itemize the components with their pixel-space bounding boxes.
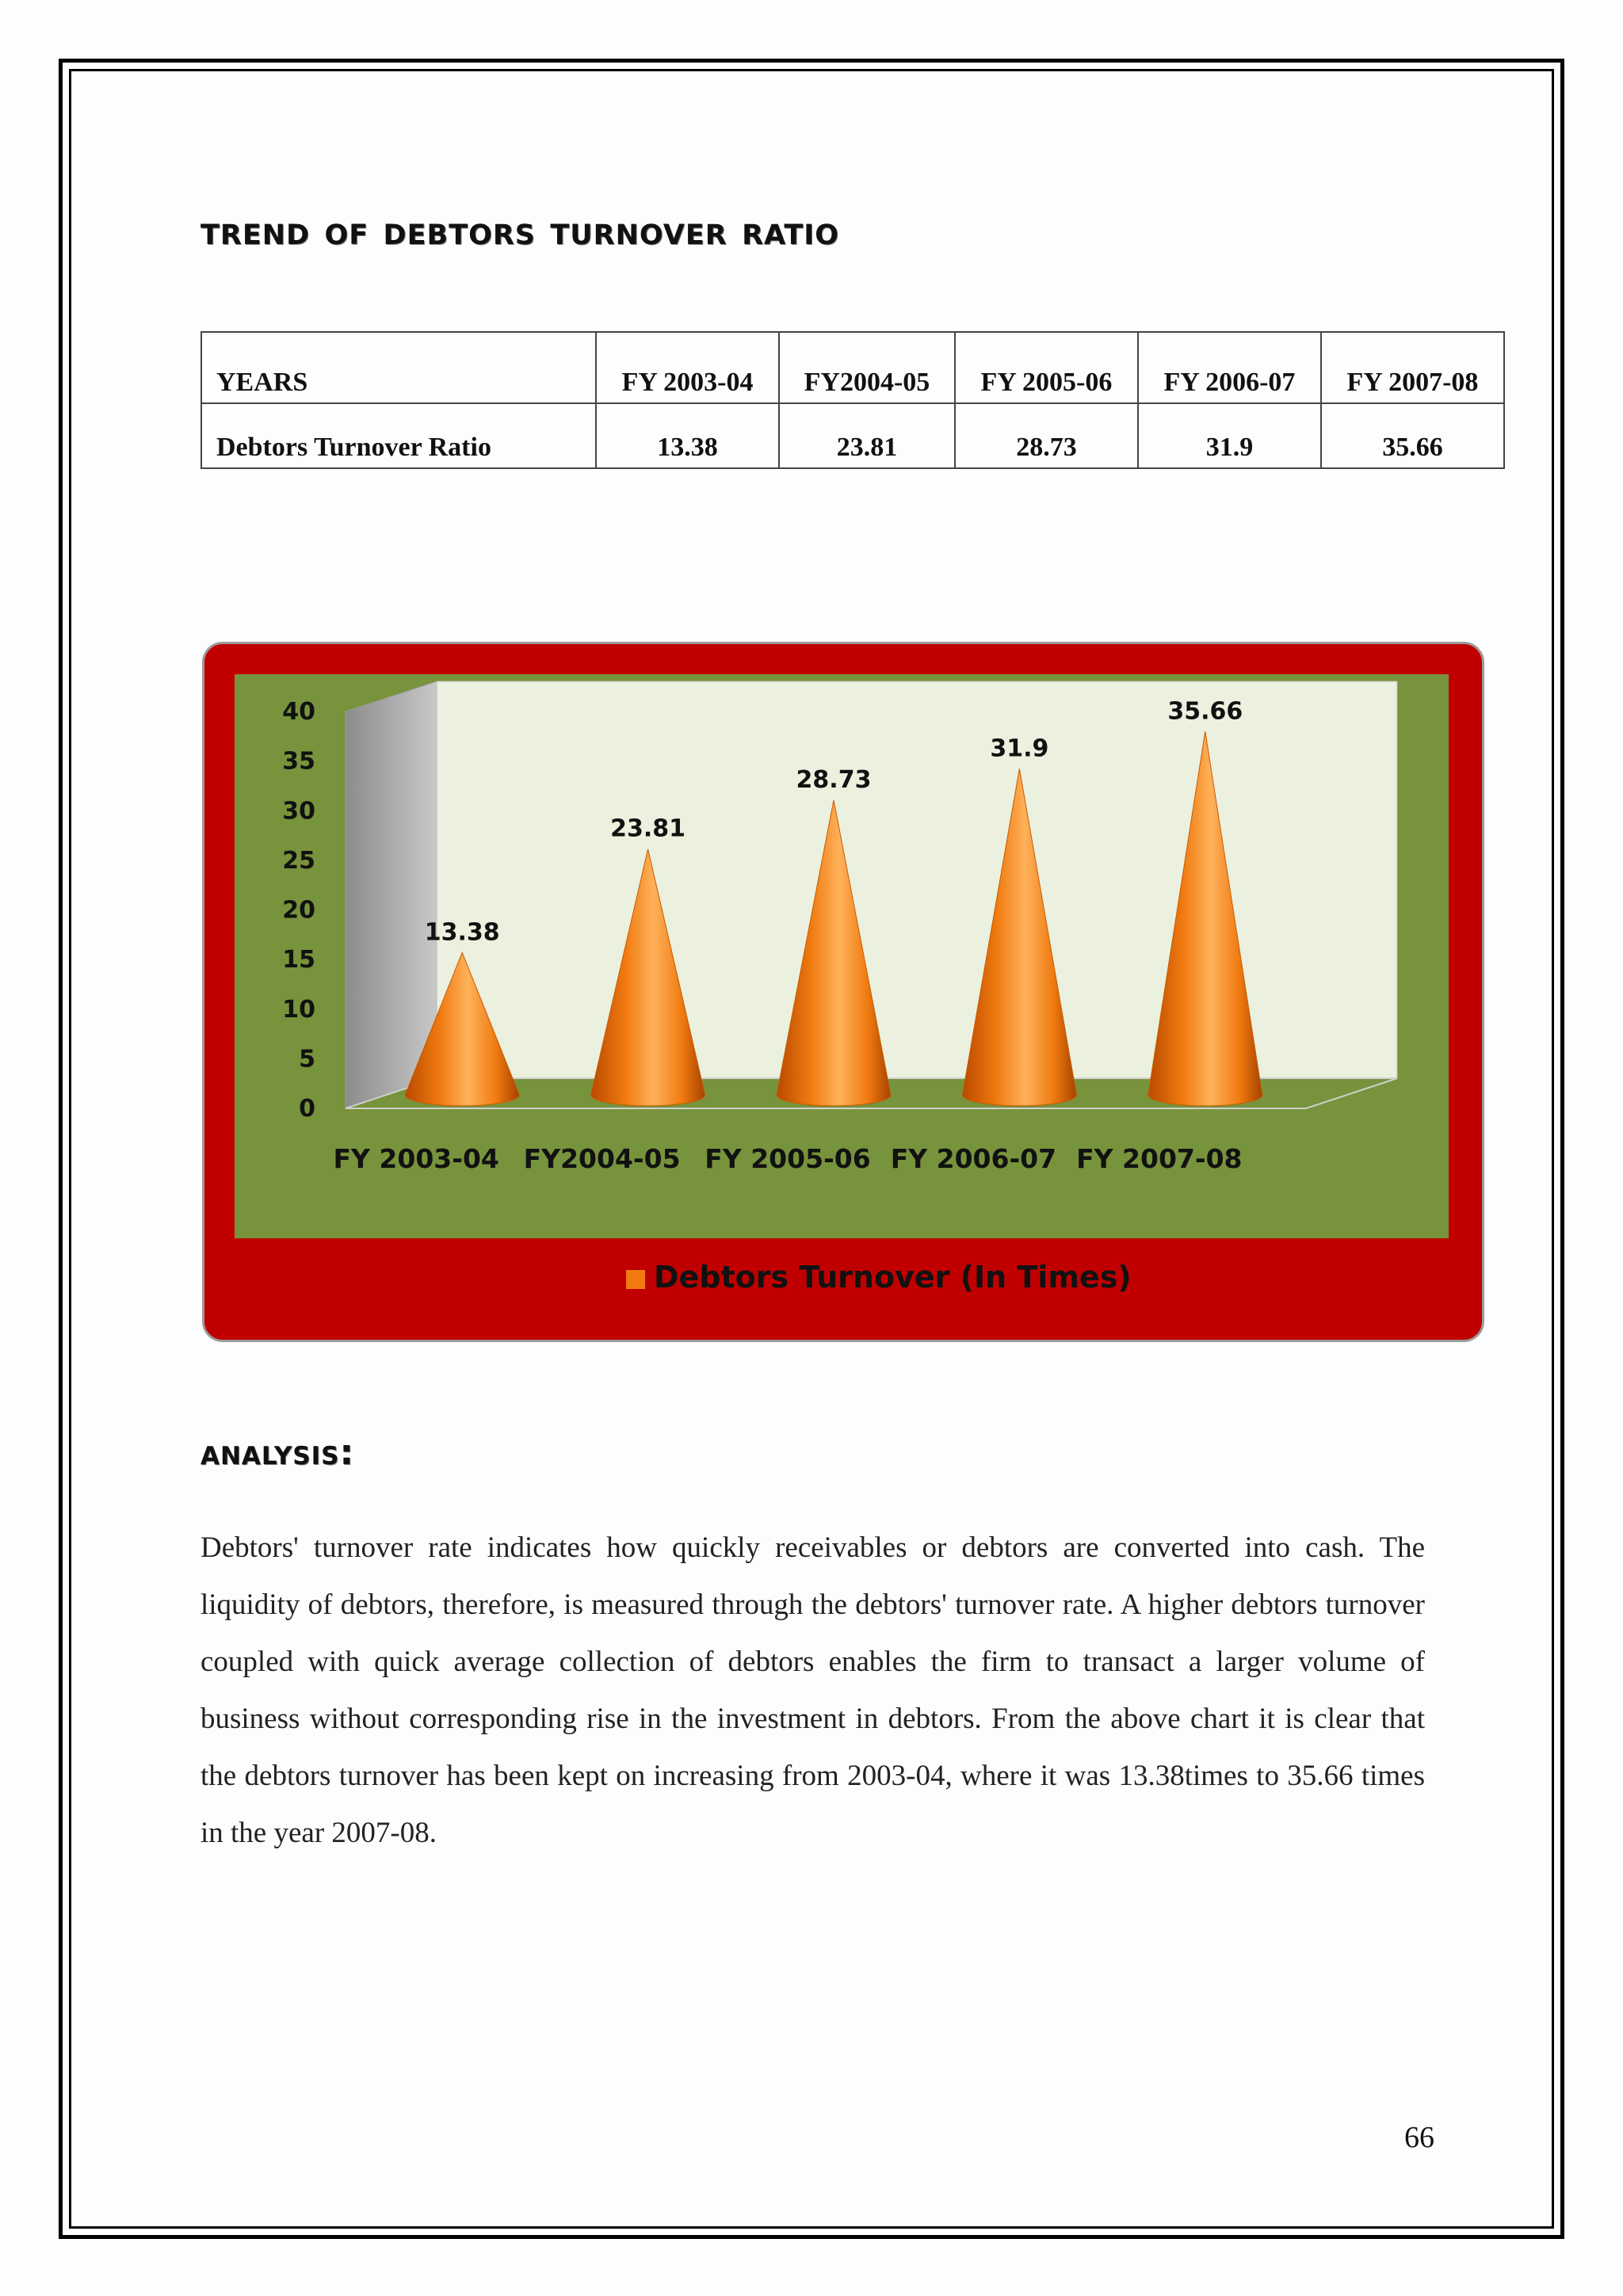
back-wall: [437, 681, 1397, 1078]
table-value-cell: 35.66: [1321, 403, 1504, 468]
x-tick-label: FY 2007-08: [1076, 1143, 1243, 1174]
cone-chart: [204, 644, 1482, 1340]
turnover-table: [200, 331, 1505, 469]
table-year-cell: FY2004-05: [779, 332, 955, 403]
legend-label: Debtors Turnover (In Times): [654, 1260, 1132, 1295]
y-tick-label: 20: [282, 896, 315, 925]
y-tick-label: 10: [282, 995, 315, 1024]
data-label: 23.81: [610, 814, 686, 843]
table-year-cell: FY 2007-08: [1321, 332, 1504, 403]
table-year-cell: FY 2006-07: [1138, 332, 1321, 403]
y-tick-label: 35: [282, 747, 315, 776]
data-label: 13.38: [424, 918, 500, 947]
page-number: 66: [1404, 2121, 1434, 2154]
table-row-label: Debtors Turnover Ratio: [201, 403, 596, 468]
y-tick-label: 5: [299, 1045, 315, 1074]
chart-frame: [202, 642, 1484, 1342]
table-header-label: YEARS: [201, 332, 596, 403]
table-value-cell: 28.73: [955, 403, 1138, 468]
x-tick-label: FY 2005-06: [705, 1143, 871, 1174]
table-year-cell: FY 2005-06: [955, 332, 1138, 403]
table-value-cell: 31.9: [1138, 403, 1321, 468]
data-label: 28.73: [796, 766, 872, 795]
y-tick-label: 25: [282, 846, 315, 875]
data-label: 35.66: [1167, 697, 1243, 726]
side-wall: [346, 681, 437, 1108]
y-tick-label: 40: [282, 698, 315, 726]
legend-swatch: [626, 1270, 645, 1289]
y-tick-label: 0: [299, 1095, 315, 1123]
data-label: 31.9: [990, 734, 1049, 763]
table-value-cell: 23.81: [779, 403, 955, 468]
x-tick-label: FY2004-05: [523, 1143, 681, 1174]
table-value-cell: 13.38: [596, 403, 779, 468]
y-tick-label: 15: [282, 946, 315, 974]
table-header-row: [201, 332, 1504, 403]
x-tick-label: FY 2006-07: [890, 1143, 1057, 1174]
y-tick-label: 30: [282, 797, 315, 826]
x-tick-label: FY 2003-04: [333, 1143, 499, 1174]
table-year-cell: FY 2003-04: [596, 332, 779, 403]
analysis-heading: analysis:: [200, 1432, 355, 1473]
analysis-paragraph: Debtors' turnover rate indicates how quickly receivables or debtors are converted into cash. The liquidity of debtors, therefore, is measured through the debtors' turnover rate. A higher debtors turnover coupled with quick average collection of debtors enables the firm to transact a larger volume of business without corresponding rise in the investment in debtors. From the above chart it is clear that the debtors turnover has been kept on increasing from 2003-04, where it was 13.38times to 35.66 times in the year 2007-08.: [200, 1531, 1425, 1849]
table-row: [201, 403, 1504, 468]
page-title: trend of debtors turnover ratio: [200, 208, 840, 254]
